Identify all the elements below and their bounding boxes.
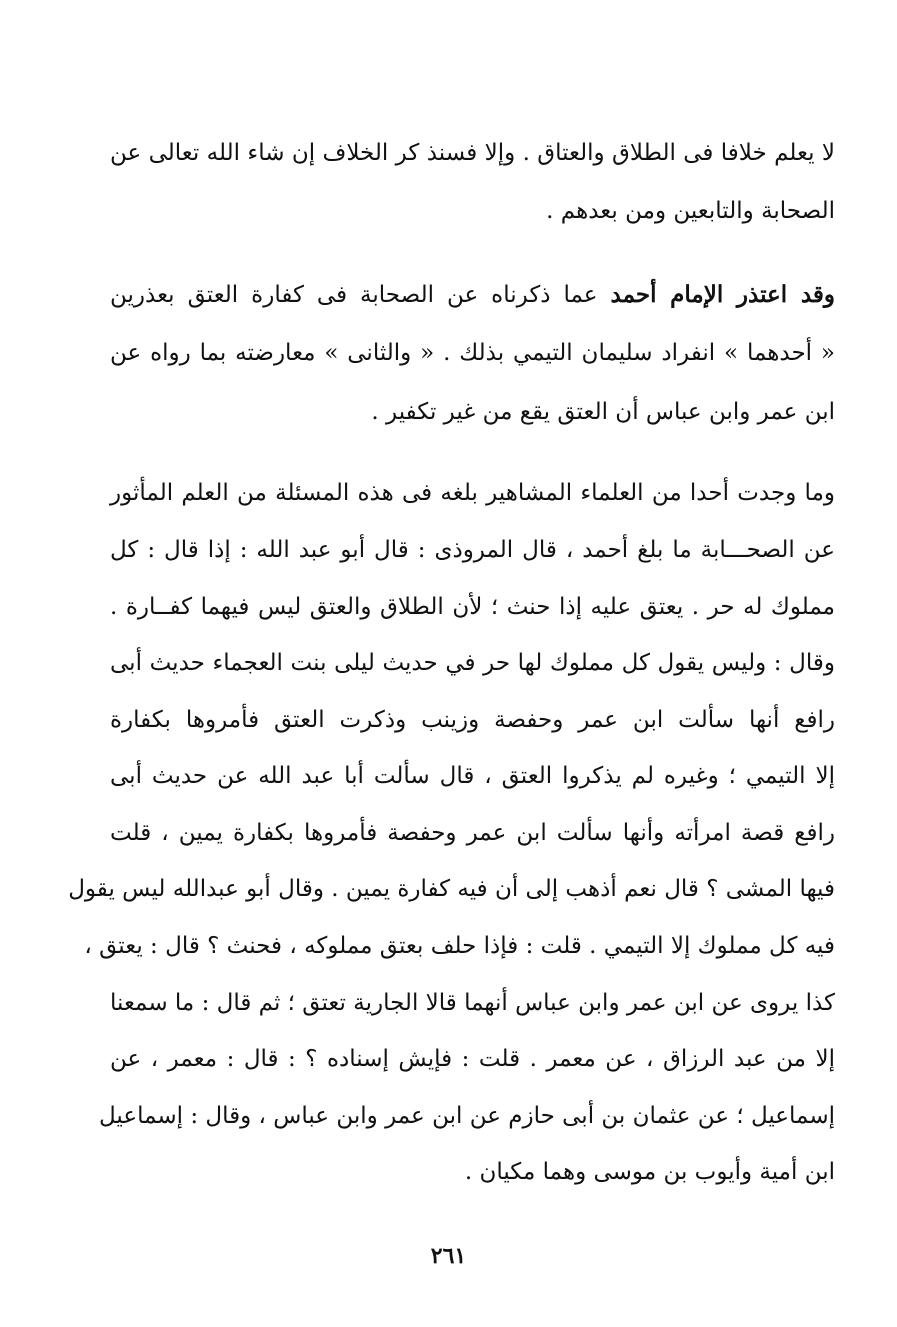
text-line: ابن أمية وأيوب بن موسى وهما مكيان . xyxy=(464,1159,835,1185)
text-line: إلا من عبد الرزاق ، عن معمر . قلت : فإيش إسناده ؟ : قال : معمر ، عن xyxy=(110,1046,835,1072)
text-line: « أحدهما » انفراد سليمان التيمي بذلك . « والثانى » معارضته بما رواه عن xyxy=(110,340,835,366)
text-line: رافع قصة امرأته وأنها سألت ابن عمر وحفصة فأمروها بكفارة يمين ، قلت xyxy=(110,820,835,846)
text-line-rest: عما ذكرناه عن الصحابة فى كفارة العتق بعذرين xyxy=(110,282,611,308)
text-line: عن الصحـــابة ما بلغ أحمد ، قال المروذى : قال أبو عبد الله : إذا قال : كل xyxy=(110,537,835,563)
text-line: وما وجدت أحدا من العلماء المشاهير بلغه فى هذه المسئلة من العلم المأثور xyxy=(110,480,835,506)
paragraph-2 xyxy=(110,275,835,435)
text-line xyxy=(110,275,835,315)
text-line: ابن عمر وابن عباس أن العتق يقع من غير تكفير . xyxy=(371,399,835,425)
text-line: مملوك له حر . يعتق عليه إذا حنث ؛ لأن الطلاق والعتق ليس فيهما كفــارة . xyxy=(110,594,835,620)
text-line: وقال : وليس يقول كل مملوك لها حر في حديث ليلى بنت العجماء حديث أبى xyxy=(110,650,835,676)
text-line: فيه كل مملوك إلا التيمي . قلت : فإذا حلف بعتق مملوكه ، فحنث ؟ قال : يعتق ، xyxy=(84,933,835,959)
text-line: رافع أنها سألت ابن عمر وحفصة وزينب وذكرت العتق فأمروها بكفارة xyxy=(110,707,835,733)
text-line: فيها المشى ؟ قال نعم أذهب إلى أن فيه كفارة يمين . وقال أبو عبدالله ليس يقول xyxy=(68,876,835,902)
text-line: كذا يروى عن ابن عمر وابن عباس أنهما قالا الجارية تعتق ؛ ثم قال : ما سمعنا xyxy=(110,990,835,1016)
bold-lead-phrase: وقد اعتذر الإمام أحمد xyxy=(610,281,836,308)
text-line: إلا التيمي ؛ وغيره لم يذكروا العتق ، قال سألت أبا عبد الله عن حديث أبى xyxy=(110,763,835,789)
text-line: لا يعلم خلافا فى الطلاق والعتاق . وإلا فسنذ كر الخلاف إن شاء الله تعالى عن xyxy=(110,140,835,166)
paragraph-1 xyxy=(110,133,835,233)
text-line: الصحابة والتابعين ومن بعدهم . xyxy=(546,198,835,224)
paragraph-3 xyxy=(68,473,835,1233)
text-line: إسماعيل ؛ عن عثمان بن أبى حازم عن ابن عمر وابن عباس ، وقال : إسماعيل xyxy=(99,1103,835,1129)
page-number: ٢٦١ xyxy=(430,1243,467,1269)
